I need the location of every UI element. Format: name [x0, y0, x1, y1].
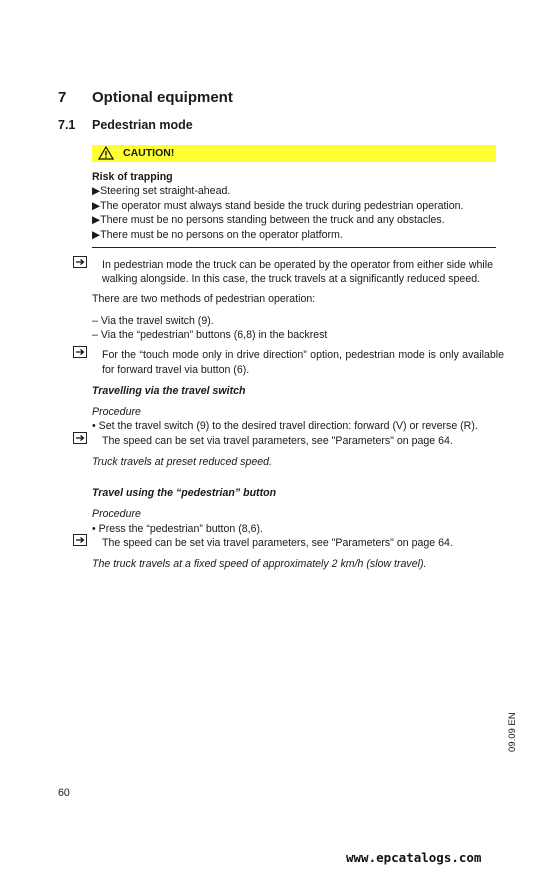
procedure-label: Procedure [92, 406, 141, 418]
triangle-bullet-icon: ▶ [92, 200, 101, 212]
note-text: The speed can be set via travel parameters, see "Parameters" on page 64. [102, 537, 453, 549]
watermark-url: www.epcatalogs.com [346, 850, 482, 865]
result-text: Truck travels at preset reduced speed. [92, 456, 272, 468]
method-item: – Via the “pedestrian” buttons (6,8) in the backrest [92, 329, 328, 341]
chapter-number: 7 [58, 89, 67, 106]
page-number: 60 [58, 787, 70, 799]
triangle-bullet-icon: ▶ [92, 185, 101, 197]
warning-icon [98, 146, 114, 160]
caution-item: ▶There must be no persons on the operator platform. [92, 229, 343, 241]
triangle-bullet-icon: ▶ [92, 229, 101, 241]
caution-divider [92, 247, 496, 248]
procedure-step: • Set the travel switch (9) to the desired travel direction: forward (V) or reverse (R). [92, 420, 478, 432]
section-number: 7.1 [58, 118, 76, 132]
note-arrow-icon [73, 534, 87, 546]
note-arrow-icon [73, 432, 87, 444]
procedure-step: • Press the “pedestrian” button (8,6). [92, 523, 263, 535]
section-title: Pedestrian mode [92, 118, 193, 132]
risk-title: Risk of trapping [92, 171, 173, 183]
note-text: For the “touch mode only in drive direction” option, pedestrian mode is only available for forward travel via button (6). [102, 349, 504, 376]
caution-label: CAUTION! [123, 147, 175, 159]
subsection-title: Travelling via the travel switch [92, 385, 246, 397]
method-item: – Via the travel switch (9). [92, 315, 214, 327]
triangle-bullet-icon: ▶ [92, 214, 101, 226]
chapter-title: Optional equipment [92, 89, 233, 106]
note-arrow-icon [73, 346, 87, 358]
version-label: 09.09 EN [507, 712, 518, 752]
note-text-line: walking alongside. In this case, the truck travels at a significantly reduced speed. [102, 273, 481, 285]
caution-item: ▶There must be no persons standing between the truck and any obstacles. [92, 214, 445, 226]
caution-item: ▶Steering set straight-ahead. [92, 185, 231, 197]
procedure-label: Procedure [92, 508, 141, 520]
caution-banner [92, 145, 496, 162]
note-text-line: In pedestrian mode the truck can be operated by the operator from either side while [102, 259, 494, 271]
note-text: The speed can be set via travel parameters, see "Parameters" on page 64. [102, 435, 453, 447]
note-arrow-icon [73, 256, 87, 268]
caution-item: ▶The operator must always stand beside the truck during pedestrian operation. [92, 200, 464, 212]
subsection-title: Travel using the “pedestrian” button [92, 487, 277, 499]
methods-intro: There are two methods of pedestrian operation: [92, 293, 316, 305]
result-text: The truck travels at a fixed speed of approximately 2 km/h (slow travel). [92, 558, 427, 570]
